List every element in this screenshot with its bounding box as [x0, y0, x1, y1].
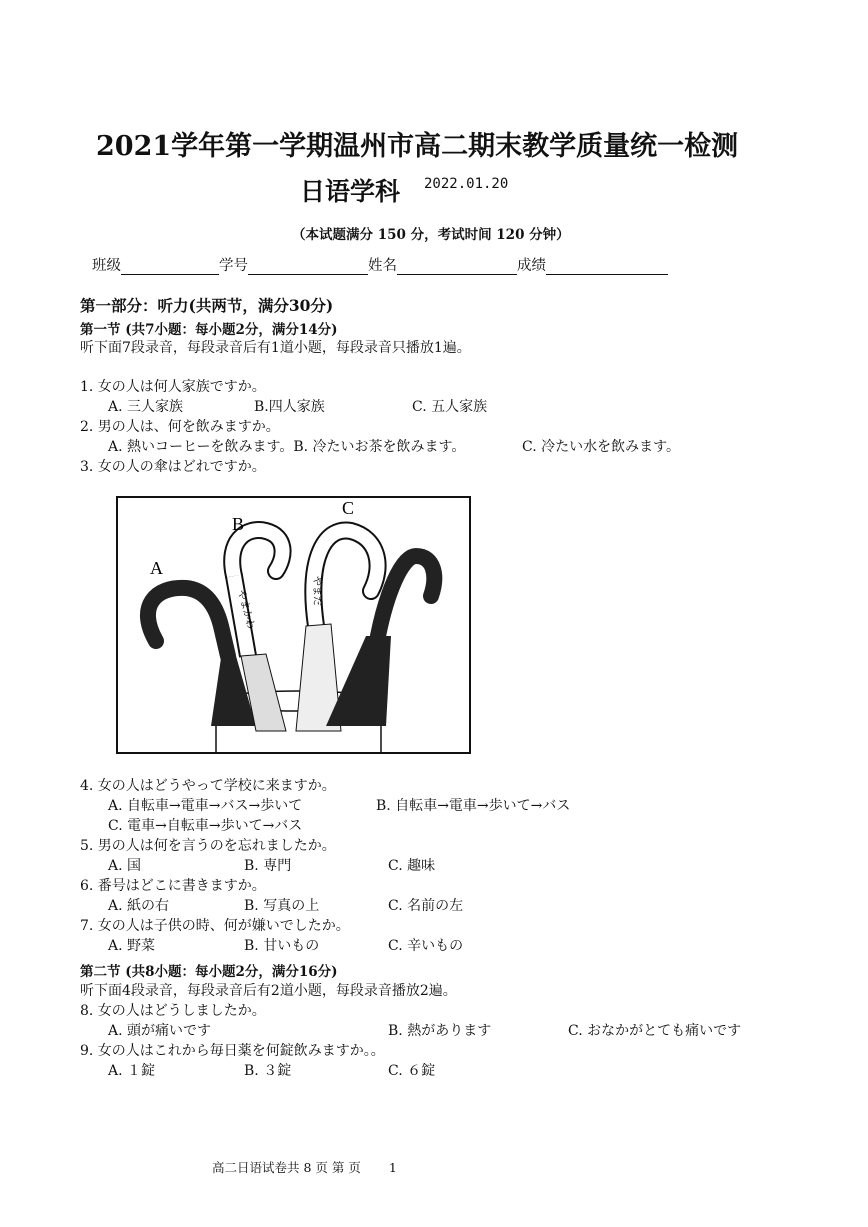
q5-option-c: C. 趣味	[388, 858, 436, 874]
q9-option-a: A. １錠	[108, 1063, 156, 1079]
field-name-blank[interactable]	[397, 258, 517, 275]
q6-option-c: C. 名前の左	[388, 898, 464, 914]
q1-option-c: C. 五人家族	[412, 399, 488, 415]
q1-option-a: A. 三人家族	[108, 399, 184, 415]
field-class-blank[interactable]	[121, 258, 219, 275]
label-b: B	[232, 514, 245, 534]
page-footer	[212, 1158, 397, 1176]
footer-text: 高二日语试卷共 8 页 第 页	[212, 1160, 361, 1175]
section1-instruction: 听下面7段录音，每段录音后有1道小题，每段录音只播放1遍。	[80, 340, 471, 356]
q7-option-b: B. 甘いもの	[244, 938, 320, 954]
subject-title: 日语学科	[300, 177, 401, 206]
question-7: 7. 女の人は子供の時、何が嫌いでしたか。	[80, 918, 350, 934]
question-8: 8. 女の人はどうしましたか。	[80, 1003, 266, 1019]
field-score-label: 成绩	[517, 258, 546, 274]
question-3: 3. 女の人の傘はどれですか。	[80, 459, 266, 475]
umbrella-name-c: やまだ	[311, 576, 322, 606]
q9-option-c: C. ６錠	[388, 1063, 436, 1079]
question-6: 6. 番号はどこに書きますか。	[80, 878, 266, 894]
q4-option-c: C. 電車→自転車→歩いて→バス	[108, 818, 303, 834]
page-number: 1	[388, 1160, 397, 1175]
label-a: A	[150, 558, 163, 578]
q7-option-c: C. 辛いもの	[388, 938, 464, 954]
field-class-label: 班级	[92, 258, 121, 274]
umbrella-name-b: やまかわ	[235, 588, 257, 631]
field-id-label: 学号	[219, 258, 248, 274]
question-4: 4. 女の人はどうやって学校に来ますか。	[80, 778, 336, 794]
score-time-note: （本试题满分 150 分，考试时间 120 分钟）	[292, 227, 570, 243]
question-2: 2. 男の人は、何を飲みますか。	[80, 419, 280, 435]
q8-option-a: A. 頭が痛いです	[108, 1023, 212, 1039]
q4-option-a: A. 自転車→電車→バス→歩いて	[108, 798, 303, 814]
exam-date: 2022.01.20	[424, 176, 509, 192]
q6-option-a: A. 紙の右	[108, 898, 170, 914]
q5-option-a: A. 国	[108, 858, 142, 874]
section1-title: 第一节 (共7小题：每小题2分，满分14分)	[80, 322, 338, 338]
question-1: 1. 女の人は何人家族ですか。	[80, 379, 266, 395]
q9-option-b: B. ３錠	[244, 1063, 292, 1079]
section2-instruction: 听下面4段录音，每段录音后有2道小题，每段录音播放2遍。	[80, 983, 457, 999]
q5-option-b: B. 専門	[244, 858, 292, 874]
field-name-label: 姓名	[368, 258, 397, 274]
exam-title: 2021学年第一学期温州市高二期末教学质量统一检测	[96, 131, 739, 162]
umbrella-figure	[116, 496, 471, 754]
question-9: 9. 女の人はこれから毎日薬を何錠飲みますか。。	[80, 1043, 385, 1059]
part1-title: 第一部分：听力(共两节，满分30分)	[80, 296, 334, 315]
q8-option-c: C. おなかがとても痛いです	[568, 1023, 742, 1039]
field-id-blank[interactable]	[248, 258, 368, 275]
q6-option-b: B. 写真の上	[244, 898, 320, 914]
field-score-blank[interactable]	[546, 258, 668, 275]
student-info-line	[92, 254, 668, 275]
q2-option-c: C. 冷たい水を飲みます。	[522, 439, 680, 455]
section2-title: 第二节 (共8小题：每小题2分，满分16分)	[80, 964, 338, 980]
q7-option-a: A. 野菜	[108, 938, 156, 954]
q4-option-b: B. 自転車→電車→歩いて→バス	[376, 798, 571, 814]
q1-option-b: B.四人家族	[254, 399, 325, 415]
q2-option-ab: A. 熱いコーヒーを飲みます。B. 冷たいお茶を飲みます。	[108, 439, 466, 455]
q8-option-b: B. 熱があります	[388, 1023, 492, 1039]
label-c: C	[342, 498, 355, 518]
question-5: 5. 男の人は何を言うのを忘れましたか。	[80, 838, 336, 854]
